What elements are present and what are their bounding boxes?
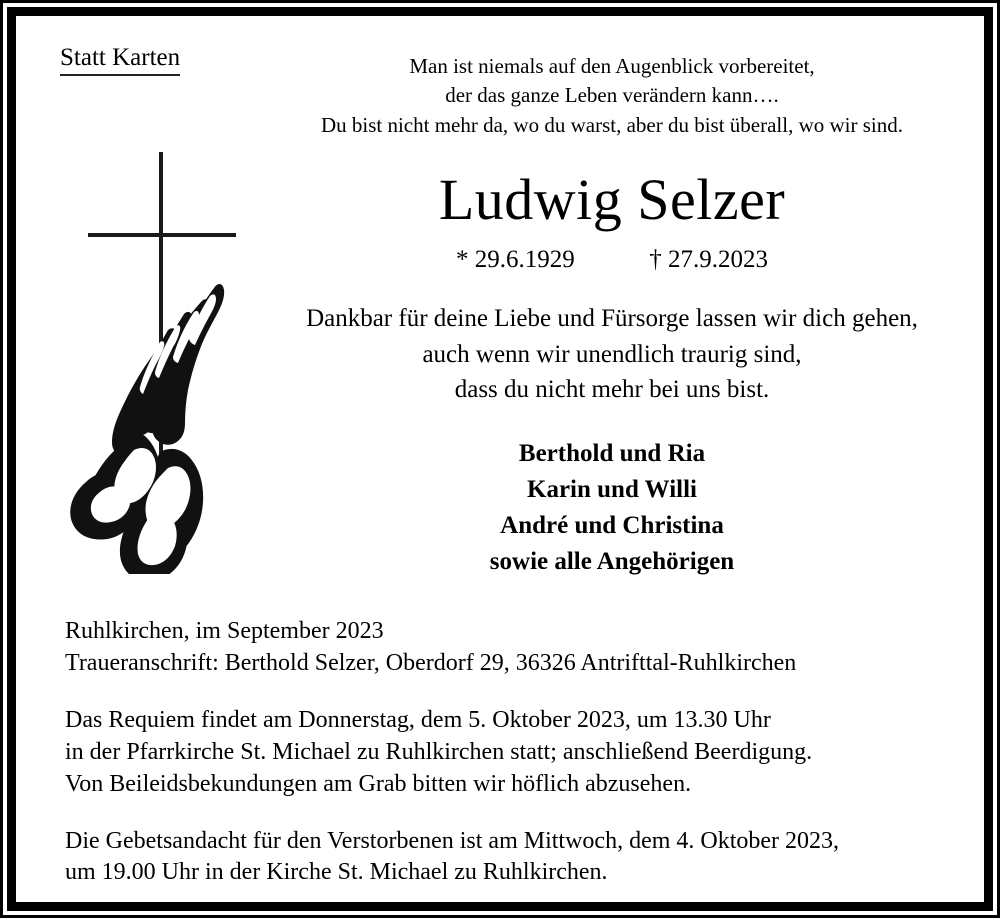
prayer-service-line: Die Gebetsandacht für den Verstorbenen ist am Mittwoch, dem 4. Oktober 2023, [65, 827, 840, 854]
requiem-line: Das Requiem findet am Donnerstag, dem 5. Oktober 2023, um 13.30 Uhr [65, 706, 771, 733]
death-date: † 27.9.2023 [649, 246, 768, 274]
message-line: Dankbar für deine Liebe und Fürsorge lassen wir dich gehen, [306, 305, 918, 333]
requiem-line: in der Pfarrkirche St. Michael zu Ruhlkirchen statt; anschließend Beerdigung. [65, 738, 813, 765]
mourning-address: Traueranschrift: Berthold Selzer, Oberdorf 29, 36326 Antrifttal-Ruhlkirchen [65, 649, 797, 676]
quote-line: Du bist nicht mehr da, wo du warst, aber du bist überall, wo wir sind. [320, 112, 904, 137]
family-line: Berthold und Ria [518, 439, 706, 467]
notice-content [16, 16, 984, 902]
requiem-line: Von Beileidsbekundungen am Grab bitten wir höflich abzusehen. [65, 770, 692, 797]
family-line: sowie alle Angehörigen [489, 547, 735, 575]
notice-border-gap [3, 3, 997, 915]
message-line: dass du nicht mehr bei uns bist. [454, 376, 770, 404]
quote-line: Man ist niemals auf den Augenblick vorbereitet, [409, 54, 815, 78]
life-dates [256, 245, 968, 275]
message-line: auch wenn wir unendlich traurig sind, [422, 340, 802, 368]
family-signatures [256, 436, 968, 580]
farewell-message [256, 301, 968, 408]
birth-date: * 29.6.1929 [456, 246, 575, 274]
mourning-border [7, 7, 993, 911]
deceased-name: Ludwig Selzer [438, 167, 786, 233]
prayer-service-line: um 19.00 Uhr in der Kirche St. Michael zu Ruhlkirchen. [65, 859, 608, 886]
family-line: Karin und Willi [527, 475, 697, 503]
center-text-column [256, 52, 968, 580]
statt-karten-label: Statt Karten [60, 44, 180, 76]
opening-quote [256, 52, 968, 140]
quote-line: der das ganze Leben verändern kann…. [445, 83, 779, 108]
place-and-date: Ruhlkirchen, im September 2023 [65, 618, 384, 644]
praying-hands-icon [70, 284, 224, 574]
family-line: André und Christina [500, 511, 724, 539]
cross-and-praying-hands-emblem [64, 134, 254, 574]
lower-information [65, 616, 965, 889]
